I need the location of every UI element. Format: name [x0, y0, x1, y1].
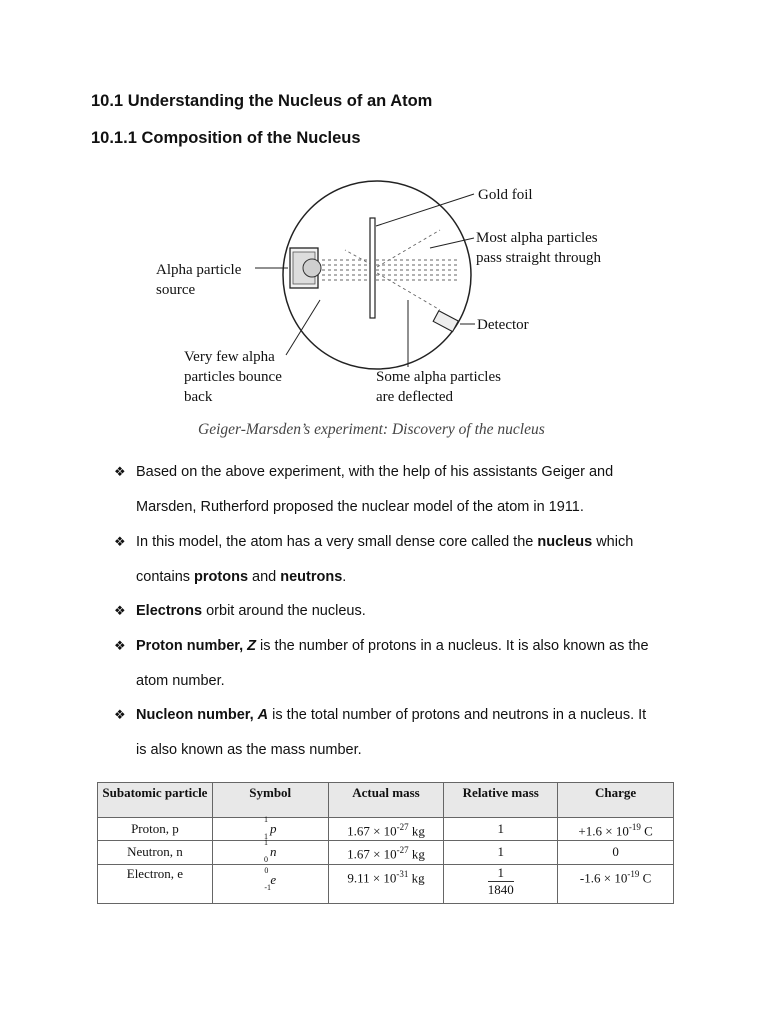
cell-charge: 0 — [558, 841, 674, 864]
cell-symbol: 1 1 p — [212, 818, 328, 841]
bullet-text: Marsden, Rutherford proposed the nuclear model of the atom in 1911. — [136, 498, 584, 515]
label-few-1: Very few alpha — [184, 349, 275, 365]
bullet-diamond-icon: ❖ — [114, 707, 126, 722]
bullet-item-electrons — [114, 594, 684, 629]
geiger-marsden-diagram — [140, 170, 660, 450]
bullet-item-nucleus — [114, 525, 684, 594]
label-some-1: Some alpha particles — [376, 369, 501, 385]
detector — [433, 311, 458, 332]
bullet-text: Based on the above experiment, with the help of his assistants Geiger and — [136, 464, 614, 480]
bullet-item-proton-number — [114, 629, 684, 698]
cell-actual-mass: $9.11 \times 10^{-31}$ kg — [328, 864, 444, 903]
column-header: Subatomic particle — [98, 783, 213, 818]
bullet-text: orbit around the nucleus. — [202, 603, 366, 619]
bullet-text: contains — [136, 568, 195, 585]
column-header: Relative mass — [444, 783, 558, 818]
bullet-bold-term: Electrons — [136, 603, 203, 619]
bullet-text: is the total number of protons and neutrons in a nucleus. It — [268, 707, 647, 723]
source-sphere — [303, 259, 321, 277]
bullet-text: In this model, the atom has a very small dense core called the — [136, 534, 538, 550]
table-row — [98, 864, 674, 903]
column-header: Actual mass — [328, 783, 444, 818]
cell-symbol: 1 0 n — [212, 841, 328, 864]
bullet-diamond-icon: ❖ — [114, 534, 126, 549]
label-few-2: particles bounce — [184, 369, 282, 385]
subatomic-particle-table — [97, 782, 674, 904]
bullet-text: which — [592, 534, 634, 550]
cell-particle: Neutron, n — [98, 841, 213, 864]
bullet-text: atom number. — [136, 672, 225, 689]
label-most-pass-1: Most alpha particles — [476, 230, 598, 246]
cell-symbol: 0 -1 e — [212, 864, 328, 903]
bullet-item-rutherford — [114, 455, 684, 524]
label-few-3: back — [184, 389, 213, 405]
cell-particle: Electron, e — [98, 864, 213, 903]
label-source-1: Alpha particle — [156, 262, 242, 278]
bullet-text: . — [342, 568, 347, 585]
bullet-bold-term: neutrons — [280, 568, 343, 585]
alpha-beams — [322, 230, 460, 310]
bullet-bold-term: nucleus — [537, 534, 593, 550]
bullet-diamond-icon: ❖ — [114, 464, 126, 479]
label-gold-foil: Gold foil — [478, 187, 533, 203]
bullet-variable: Z — [247, 638, 257, 654]
table-row — [98, 818, 674, 841]
section-heading: 10.1 Understanding the Nucleus of an Atom — [91, 92, 433, 110]
label-detector: Detector — [477, 317, 529, 333]
bullet-text: is also known as the mass number. — [136, 741, 362, 758]
bullet-text: and — [248, 568, 281, 585]
cell-charge: $-1.6 \times 10^{-19}$ C — [558, 864, 674, 903]
gold-foil — [370, 218, 375, 318]
cell-relative-mass: 1 — [444, 841, 558, 864]
column-header: Symbol — [212, 783, 328, 818]
cell-particle: Proton, p — [98, 818, 213, 841]
label-most-pass-2: pass straight through — [476, 250, 601, 266]
cell-relative-mass: $\frac{1}{1840}$ — [444, 864, 558, 903]
cell-charge: $+1.6 \times 10^{-19}$ C — [558, 818, 674, 841]
label-some-2: are deflected — [376, 389, 454, 405]
cell-actual-mass: $1.67 \times 10^{-27}$ kg — [328, 818, 444, 841]
table-header-row — [98, 783, 674, 818]
bullet-variable: A — [257, 707, 269, 723]
label-source-2: source — [156, 282, 196, 298]
bullet-diamond-icon: ❖ — [114, 638, 126, 653]
bullet-item-nucleon-number — [114, 698, 684, 767]
table-row — [98, 841, 674, 864]
bullet-bold-term: Proton number, — [136, 638, 248, 654]
bullet-bold-term: Nucleon number, — [136, 707, 258, 723]
bullet-bold-term: protons — [194, 568, 249, 585]
bullet-diamond-icon: ❖ — [114, 603, 126, 618]
cell-actual-mass: $1.67 \times 10^{-27}$ kg — [328, 841, 444, 864]
figure-caption: Geiger-Marsden’s experiment: Discovery of the nucleus — [198, 421, 545, 438]
leader-lines — [255, 194, 475, 367]
column-header: Charge — [558, 783, 674, 818]
subsection-heading: 10.1.1 Composition of the Nucleus — [91, 129, 361, 147]
cell-relative-mass: 1 — [444, 818, 558, 841]
bullet-text: is the number of protons in a nucleus. It is also known as the — [256, 638, 649, 654]
